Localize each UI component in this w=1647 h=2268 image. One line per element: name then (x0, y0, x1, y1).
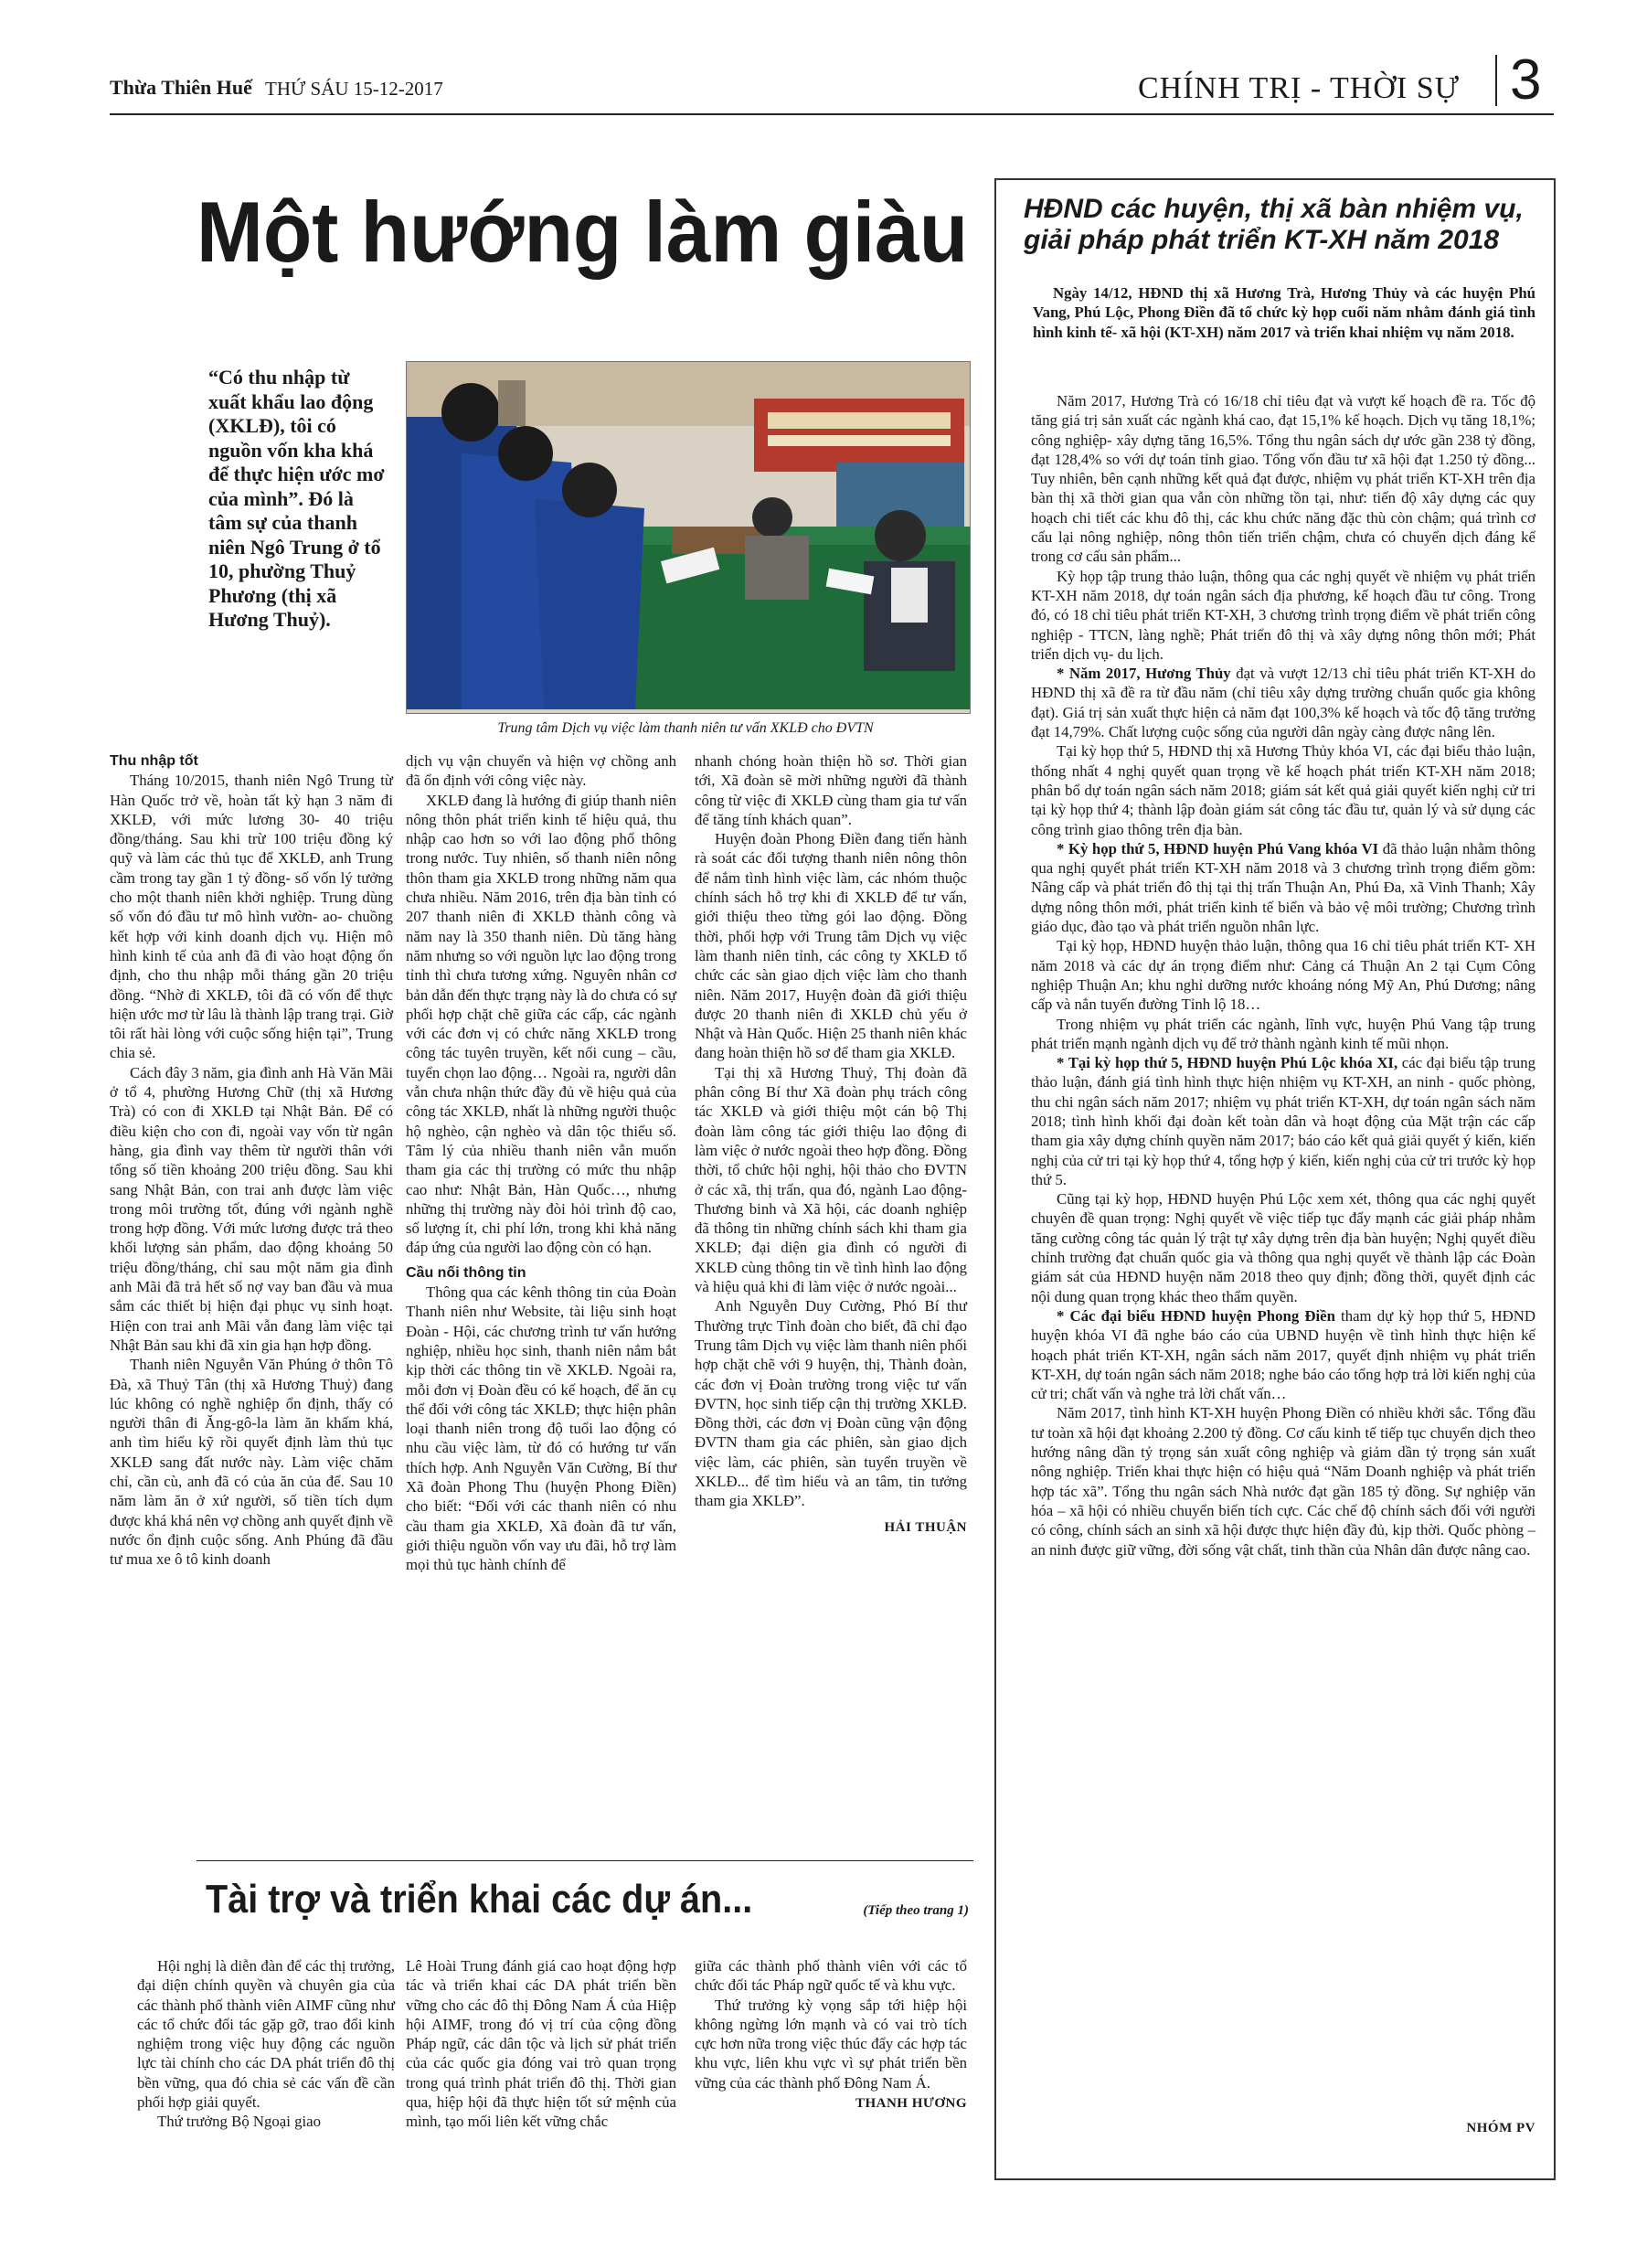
section-divider (197, 1860, 973, 1861)
paragraph: Thông qua các kênh thông tin của Đoàn Thanh niên như Website, tài liệu sinh hoạt Đoàn - Hội, các chương trình tư vấn hướng nghiệp, nhiều học sinh, thanh niên nắm bắt kịp thời các thông tin về XKLĐ. Ngoài ra, mỗi đơn vị Đoàn đều có kế hoạch, để ăn cụ thể đối với công tác XKLĐ; thực hiện phân loại thanh niên trong độ tuổi lao động có nhu cầu việc làm, từ đó có hướng tư vấn thích hợp. Anh Nguyễn Văn Cường, Bí thư Xã đoàn Phong Thu (huyện Phong Điền) cho biết: “Đối với các thanh niên có nhu cầu tham gia XKLĐ, Xã đoàn đã tư vấn, giới thiệu nguồn vốn vay ưu đãi, hỗ trợ làm mọi thủ tục hành chính để (406, 1283, 676, 1574)
paragraph: Huyện đoàn Phong Điền đang tiến hành rà soát các đối tượng thanh niên nông thôn để nắm tình hình việc làm, các nhóm thuộc chính sách hỗ trợ khi đi XKLĐ để tư vấn, giới thiệu theo từng gói lao động. Đồng thời, phối hợp với Trung tâm Dịch vụ việc làm thanh niên tỉnh, các công ty XKLĐ tổ chức các sàn giao dịch việc làm cho thanh niên. Năm 2017, Huyện đoàn đã giới thiệu được 20 thanh niên đi XKLĐ chủ yếu ở Nhật và Hàn Quốc. Hiện 25 thanh niên khác đang hoàn thiện hồ sơ để tham gia XKLĐ. (695, 830, 967, 1062)
paragraph: Tháng 10/2015, thanh niên Ngô Trung từ Hàn Quốc trở về, hoàn tất kỳ hạn 3 năm đi XKLĐ, với mức lương 30- 40 triệu đồng/tháng. Sau khi trừ 100 triệu đồng ký quỹ và làm các thủ tục để XKLĐ, anh Trung cầm trong tay gần 1 tỷ đồng- số vốn lý tưởng cho một thanh niên khởi nghiệp. Trung dùng số vốn đó đầu tư mô hình vườn- ao- chuồng kết hợp với kinh doanh dịch vụ. Hiện mô hình kinh tế của anh đã đi vào hoạt động ổn định, cho thu nhập mỗi tháng gần 20 triệu đồng. “Nhờ đi XKLĐ, tôi đã có vốn để thực hiện ước mơ từ lâu là thành lập trang trại. Giờ tôi rất hài lòng với cuộc sống hiện tại”, Trung chia sẻ. (110, 772, 393, 1062)
paragraph: Kỳ họp tập trung thảo luận, thông qua các nghị quyết về nhiệm vụ phát triển KT-XH năm 2018, dự toán ngân sách địa phương, kế hoạch đầu tư công. Trong đó, có 18 chỉ tiêu phát triển KT-XH, 3 chương trình trọng điểm về phát triển công nghiệp - TTCN, làng nghề; Phát triển đô thị và xây dựng nông thôn mới; Phát triển dịch vụ- du lịch. (1031, 567, 1535, 663)
article2-column-3 (695, 1956, 967, 2114)
paragraph: Tại kỳ họp, HĐND huyện thảo luận, thông qua 16 chỉ tiêu phát triển KT- XH năm 2018 và các dự án trọng điểm như: Cảng cá Thuận An 2 tại Cụm Công nghiệp Thuận An; khu nghỉ dưỡng nước khoáng nóng Mỹ An, Phú Dương; nâng cấp và nắn tuyến đường Tỉnh lộ 18… (1031, 937, 1535, 1014)
page-number: 3 (1510, 48, 1542, 112)
header-rule (110, 113, 1554, 115)
sidebar-headline: HĐND các huyện, thị xã bàn nhiệm vụ, giải pháp phát triển KT-XH năm 2018 (1024, 194, 1524, 255)
article2-column-1 (137, 1956, 395, 2132)
paragraph: Năm 2017, Hương Trà có 16/18 chỉ tiêu đạt và vượt kế hoạch đề ra. Tốc độ tăng giá trị sản xuất các ngành khá cao, đạt 15,1% kế hoạch. Dịch vụ tăng 18,1%; công nghiệp- xây dựng tăng 16,5%. Tổng thu ngân sách dự ước gần 238 tỷ đồng, đạt 128,4% so với dự toán tỉnh giao. Tổng vốn đầu tư xã hội đạt 1.250 tỷ đồng... Tuy nhiên, bên cạnh những kết quả đạt được, nhiệm vụ phát triển KT-XH trên địa bàn thị xã thời gian qua vẫn còn những tồn tại, như: tiến độ xây dựng các quy hoạch chi tiết các khu đô thị, các khu chức năng đặc thù còn chậm; quá trình cơ cấu lại nông nghiệp, nông thôn tiến triển chậm, chưa có chuyển dịch đáng kể trong cơ cấu sản phẩm... (1031, 392, 1535, 566)
article-column-2 (406, 751, 676, 1574)
paragraph: Thanh niên Nguyễn Văn Phúng ở thôn Tô Đà, xã Thuỷ Tân (thị xã Hương Thuỷ) đang lúc không có nghề nghiệp ổn định, thấy có người thân đi Ăng-gô-la làm ăn khấm khá, anh tìm hiểu kỹ rồi quyết định làm thủ tục XKLĐ sang đất nước này. Làm việc chăm chỉ, cần cù, anh đã có của ăn của để. Sau 10 năm làm ăn ở xứ người, số tiền tích dụm được khá khá nên vợ chồng anh quyết định về nước ổn định cuộc sống. Anh Phúng đã đầu tư mua xe ô tô kinh doanh (110, 1356, 393, 1569)
article-column-1 (110, 751, 393, 1569)
paragraph: * Tại kỳ họp thứ 5, HĐND huyện Phú Lộc khóa XI, các đại biểu tập trung thảo luận, đánh giá tình hình thực hiện nhiệm vụ KT-XH, an ninh - quốc phòng, thu chi ngân sách năm 2017; nhiệm vụ phát triển KT-XH, dự toán ngân sách năm 2018; tình hình khối đại đoàn kết toàn dân và hoạt động của Mặt trận các cấp tham gia xây dựng chính quyền năm 2017; báo cáo kết quả giải quyết ý kiến, kiến nghị của cử tri tại kỳ họp thứ 4, tổng hợp ý kiến, kiến nghị của cử tri trước kỳ họp thứ 5. (1031, 1054, 1536, 1188)
paragraph: Tại kỳ họp thứ 5, HĐND thị xã Hương Thủy khóa VI, các đại biểu thảo luận, thống nhất 4 nghị quyết quan trọng về kế hoạch phát triển KT-XH năm 2018; phân bổ dự toán ngân sách năm 2018; giám sát kết quả giải quyết kiến nghị cử tri tại kỳ họp thứ 4; thành lập đoàn giám sát công tác đầu tư, quản lý và sử dụng các công trình giao thông trên địa bàn. (1031, 742, 1535, 838)
paragraph: XKLĐ đang là hướng đi giúp thanh niên nông thôn phát triển kinh tế hiệu quả, thu nhập cao hơn so với lao động phổ thông trong nước. Tuy nhiên, số thanh niên nông thôn tham gia XKLĐ trong những năm qua chưa nhiều. Năm 2016, trên địa bàn tỉnh có 207 thanh niên đi XKLĐ thành công và năm nay là 350 thanh niên. Dù tăng hàng năm nhưng so với nguồn lực lao động trong tỉnh thì chưa tương xứng. Nguyên nhân cơ bản dẫn đến thực trạng này là do chưa có sự phối hợp chặt chẽ giữa các cấp, các ngành với các đơn vị có chức năng XKLĐ trong công tác tuyên truyền, kết nối cung – cầu, tuyển chọn lao động… Ngoài ra, người dân vẫn chưa nhận thức đầy đủ về hiệu quả của công tác XKLĐ, nhất là những người thuộc hộ nghèo, cận nghèo và dân tộc thiểu số. Tâm lý của nhiều thanh niên vẫn muốn tham gia các thị trường có mức thu nhập cao như: Nhật Bản, Hàn Quốc…, nhưng những thị trường này đòi hỏi trình độ cao, số lượng ít, chi phí lớn, trong khi khả năng đáp ứng của người lao động còn có hạn. (406, 791, 676, 1257)
paragraph: Thứ trưởng Bộ Ngoại giao (157, 2113, 322, 2131)
header-divider (1495, 55, 1497, 106)
paragraph: Trong nhiệm vụ phát triển các ngành, lĩnh vực, huyện Phú Vang tập trung phát triển mạnh ngành dịch vụ để trở thành ngành kinh tế mũi nhọn. (1031, 1015, 1535, 1052)
paragraph: * Các đại biểu HĐND huyện Phong Điền tham dự kỳ họp thứ 5, HĐND huyện khóa VI đã nghe báo cáo của UBND huyện về tình hình thực hiện kế hoạch phát triển KT-XH, ngân sách năm 2017, quyết định nhiệm vụ phát triển KT-XH, dự toán ngân sách năm 2018; nghe báo cáo tổng hợp trả lời kiến nghị của cử tri; chất vấn và nghe trả lời chất vấn… (1031, 1306, 1535, 1403)
article-headline-2: Tài trợ và triển khai các dự án... (206, 1877, 753, 1922)
paragraph: * Năm 2017, Hương Thủy đạt và vượt 12/13 chỉ tiêu phát triển KT-XH do HĐND thị xã đề ra từ đầu năm (chỉ tiêu xây dựng trường chuẩn quốc gia không đạt). Giá trị sản xuất thực hiện cả năm đạt 100,3% kế hoạch và tốc độ tăng trưởng đạt 14,79%. Chất lượng cuộc sống của người dân ngày càng được nâng lên. (1031, 665, 1535, 741)
paragraph: giữa các thành phố thành viên với các tổ chức đối tác Pháp ngữ quốc tế và khu vực. (695, 1957, 967, 1995)
paragraph: Cũng tại kỳ họp, HĐND huyện Phú Lộc xem xét, thông qua các nghị quyết chuyên đề quan trọng: Nghị quyết về việc tiếp tục đẩy mạnh các giải pháp nhằm tăng cường công tác quản lý trật tự xây dựng trên địa bàn huyện; Nghị quyết điều chỉnh trường đạt chuẩn quốc gia và thông qua nghị quyết về thành lập các Đoàn giám sát của HĐND huyện năm 2018 theo quy định; đồng thời, quyết định các nội dung quan trọng khác theo thẩm quyền. (1031, 1190, 1535, 1305)
photo-caption: Trung tâm Dịch vụ việc làm thanh niên tư vấn XKLĐ cho ĐVTN (497, 720, 874, 736)
sidebar-byline: NHÓM PV (1466, 2121, 1535, 2135)
sidebar-lead: Ngày 14/12, HĐND thị xã Hương Trà, Hương Thủy và các huyện Phú Vang, Phú Lộc, Phong Điền đã tổ chức kỳ họp cuối năm nhằm đánh giá tình hình kinh tế- xã hội (KT-XH) năm 2017 và triển khai nhiệm vụ năm 2018. (1033, 284, 1535, 341)
pull-quote: “Có thu nhập từ xuất khẩu lao động (XKLĐ), tôi có nguồn vốn kha khá để thực hiện ước mơ của mình”. Đó là tâm sự của thanh niên Ngô Trung ở tổ 10, phường Thuỷ Phương (thị xã Hương Thuỷ). (208, 366, 385, 631)
article-headline: Một hướng làm giàu (197, 184, 969, 280)
paragraph: Hội nghị là diễn đàn để các thị trưởng, đại diện chính quyền và chuyên gia của các thành phố thành viên AIMF cũng như các tổ chức đối tác gặp gỡ, trao đổi kinh nghiệm trong việc huy động các nguồn lực tài chính cho các DA phát triển đô thị bền vững, qua đó chia sẻ các vấn đề cần phối hợp giải quyết. (137, 1957, 395, 2112)
author-byline: THANH HƯƠNG (855, 2096, 967, 2112)
article-photo (406, 361, 971, 714)
paragraph: Anh Nguyễn Duy Cường, Phó Bí thư Thường trực Tỉnh đoàn cho biết, đã chỉ đạo Trung tâm Dịch vụ việc làm thanh niên phối hợp chặt chẽ với 9 huyện, thị, Thành đoàn, các đơn vị Đoàn trường trong việc tư vấn ĐVTN, học sinh tiếp cận thị trường XKLĐ. Đồng thời, các đơn vị Đoàn cũng vận động ĐVTN tham gia các phiên, sàn giao dịch việc làm, các phiên, sàn tuyển truyền về XKLĐ... để tìm hiểu và an tâm, tin tưởng tham gia XKLĐ”. (695, 1297, 967, 1510)
photo-illustration (407, 362, 970, 713)
author-byline: HẢI THUẬN (884, 1519, 967, 1535)
paragraph: dịch vụ vận chuyển và hiện vợ chồng anh đã ổn định với công việc này. (406, 752, 676, 790)
paragraph: Năm 2017, tình hình KT-XH huyện Phong Điền có nhiều khởi sắc. Tổng đầu tư toàn xã hội đạt khoảng 2.200 tỷ đồng. Cơ cấu kinh tế tiếp tục chuyển dịch theo hướng nâng dần tỷ trọng sản xuất công nghiệp và giảm dần tỷ trọng sản xuất nông nghiệp. Triển khai thực hiện có hiệu quả “Năm Doanh nghiệp và phát triển hợp tác xã”. Tổng thu ngân sách Nhà nước đạt gần 185 tỷ đồng. Sự nghiệp văn hóa – xã hội có nhiều chuyển biến tích cực. Các chế độ chính sách đối với người có công, chính sách an sinh xã hội được thực hiện đầy đủ, kịp thời. Quốc phòng – an ninh được giữ vững, đời sống vật chất, tinh thần của Nhân dân được nâng cao. (1031, 1404, 1535, 1559)
issue-date: THỨ SÁU 15-12-2017 (265, 78, 443, 100)
continued-note: (Tiếp theo trang 1) (863, 1903, 969, 1918)
section-title: CHÍNH TRỊ - THỜI SỰ (1138, 71, 1461, 105)
paragraph: nhanh chóng hoàn thiện hồ sơ. Thời gian tới, Xã đoàn sẽ mời những người đã thành công từ việc đi XKLĐ cùng tham gia tư vấn để tăng tính khách quan”. (695, 752, 967, 828)
article2-column-2 (406, 1956, 676, 2132)
paragraph: * Kỳ họp thứ 5, HĐND huyện Phú Vang khóa VI đã thảo luận nhằm thông qua nghị quyết phát triển KT-XH năm 2018 và 3 chương trình trọng điểm gồm: Nâng cấp và phát triển đô thị tại thị trấn Thuận An, Phú Đa, xã Vinh Thanh; Xây dựng nông thôn mới, phát triển kinh tế biển và bảo vệ môi trường; Chương trình giáo dục, đào tạo và phát triển nguồn nhân lực. (1031, 839, 1535, 936)
subheading: Cầu nối thông tin (406, 1264, 526, 1281)
sidebar-body (1031, 391, 1535, 1560)
paragraph: Cách đây 3 năm, gia đình anh Hà Văn Mãi ở tổ 4, phường Hương Chữ (thị xã Hương Trà) có con đi XKLĐ tại Nhật Bản. Để có điều kiện cho con đi, ngoài vay vốn từ ngân hàng, gia đình vay thêm từ người thân với tổng số tiền khoảng 200 triệu đồng. Sau khi sang Nhật Bản, con trai anh được làm việc trong môi trường tốt, đúng với ngành nghề trong hợp đồng. Với mức lương được trả theo khối lượng sản phẩm, dao động khoảng 50 triệu đồng/tháng, chỉ sau một năm gia đình anh Mãi đã trả hết số nợ vay ban đầu và mua sắm các thiết bị hiện đại phục vụ sinh hoạt. Hiện con trai anh Mãi vẫn đang làm việc tại Nhật Bản sau khi đã xin gia hạn hợp đồng. (110, 1063, 393, 1354)
subheading: Thu nhập tốt (110, 753, 198, 769)
paragraph: Thứ trưởng kỳ vọng sắp tới hiệp hội không ngừng lớn mạnh và có vai trò tích cực hơn nữa trong việc thúc đẩy các hợp tác khu vực, liên khu vực vì sự phát triển bền vững của các thành phố Đông Nam Á. (695, 1996, 967, 2092)
newspaper-name: Thừa Thiên Huế (110, 76, 252, 99)
paragraph: Lê Hoài Trung đánh giá cao hoạt động hợp tác và triển khai các DA phát triển bền vững cho các đô thị Đông Nam Á của Hiệp hội AIMF, trong đó vị trí của cộng đồng Pháp ngữ, các dân tộc và lịch sử phát triển của các quốc gia đóng vai trò quan trọng trong quá trình phát triển đô thị. Thời gian qua, hiệp hội đã thực hiện tốt sứ mệnh của mình, tạo mối liên kết vững chắc (406, 1957, 676, 2131)
article-column-3 (695, 751, 967, 1538)
paragraph: Tại thị xã Hương Thuỷ, Thị đoàn đã phân công Bí thư Xã đoàn phụ trách công tác XKLĐ và giới thiệu một cán bộ Thị đoàn làm công tác giới thiệu lao động đi làm việc ở nước ngoài theo hợp đồng. Đồng thời, tổ chức hội nghị, hội thảo cho ĐVTN ở các xã, thị trấn, qua đó, ngành Lao động- Thương binh và Xã hội, các doanh nghiệp đã thông tin những chính sách khi tham gia XKLĐ; đại diện gia đình có người đi XKLĐ cùng thông tin về tình hình lao động và hiệu quả khi đi làm việc ở nước ngoài... (695, 1063, 967, 1296)
